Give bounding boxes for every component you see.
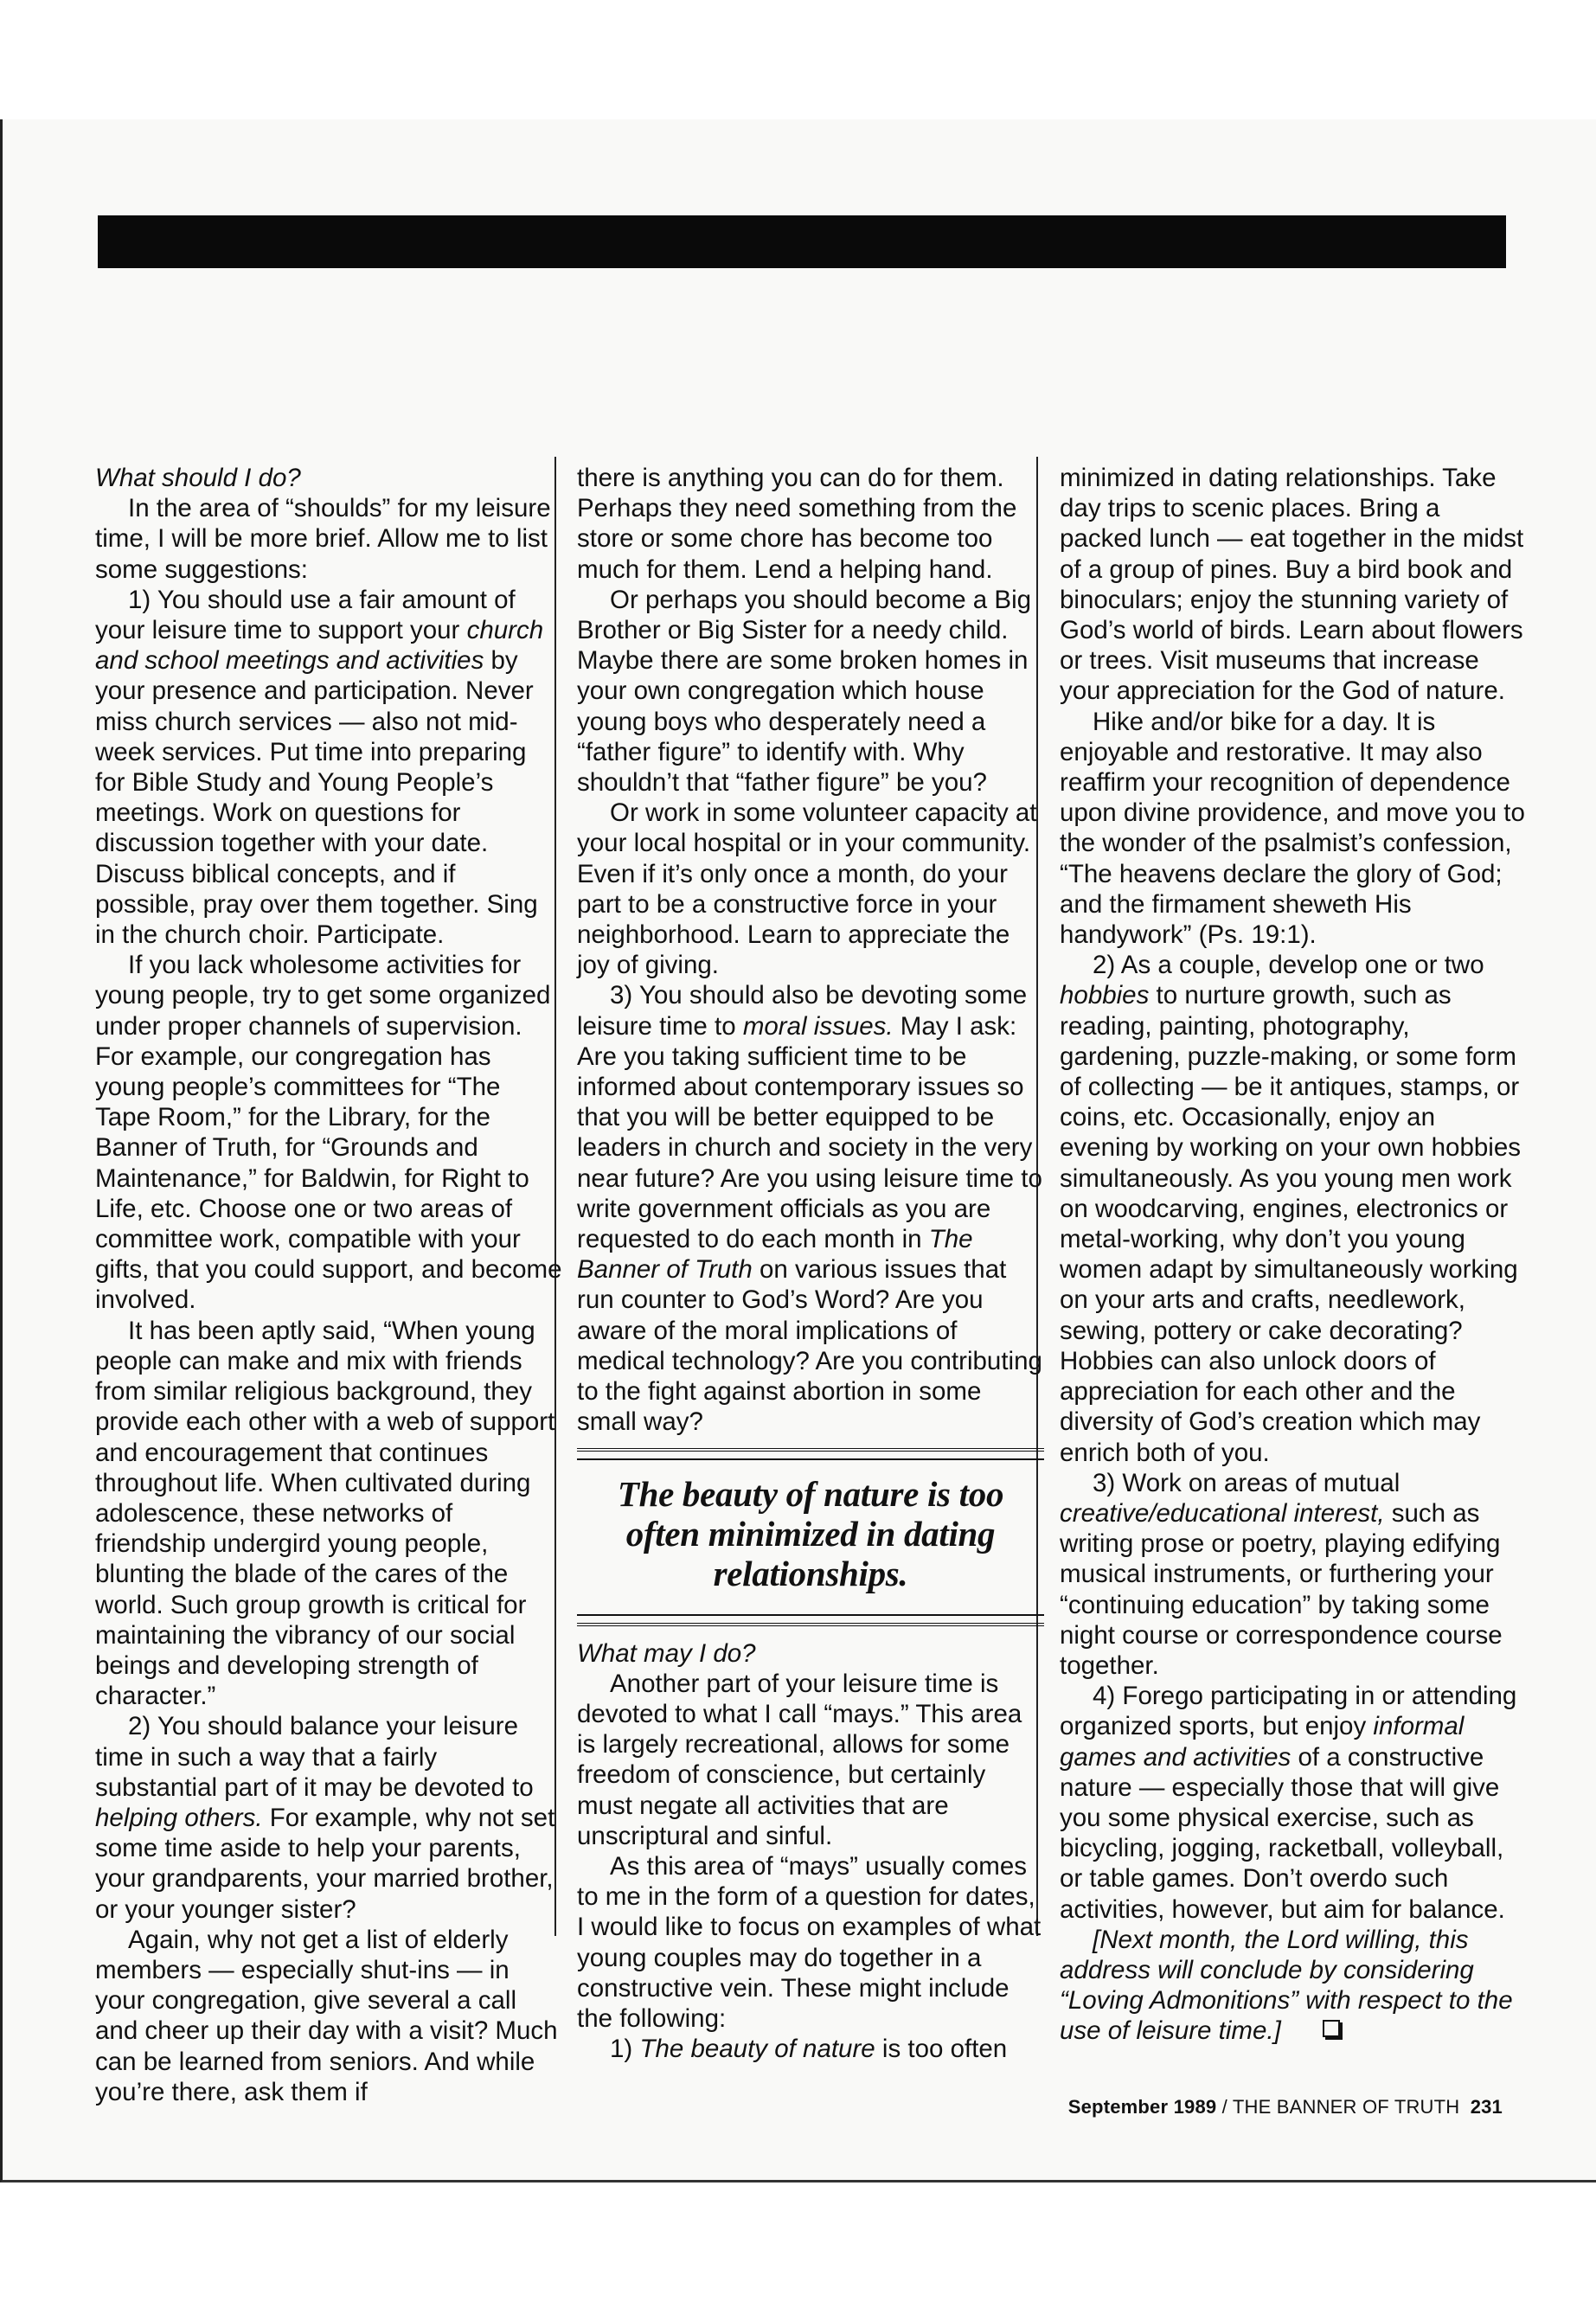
paragraph — [1060, 1681, 1527, 1925]
paragraph-text: 2) You should balance your leisure time in such a way that a fairly substantial part of it may be devoted to — [95, 1712, 534, 1802]
paragraph-text: of a constructive nature — especially those that will give you some physical exercise, such as bicycling, jogging, racketball, volleyball, or table games. Don’t overdo such activities, however, but aim for balance. — [1060, 1742, 1505, 1924]
emphasis: informal games and activities — [1060, 1712, 1465, 1772]
paragraph-text: 2) As a couple, develop one or two — [1093, 951, 1484, 980]
paragraph-text: For example, why not set some time aside to help your parents, your grandparents, your married brother, or your younger sister? — [95, 1803, 555, 1924]
paragraph: Another part of your leisure time is devoted to what I call “mays.” This area is largely recreational, allows for some freedom of conscience, but certainly must negate all activities that are unscriptural and sinful. — [577, 1669, 1022, 1850]
article-column-3 — [1060, 463, 1527, 2047]
paragraph — [577, 2034, 1044, 2064]
paragraph-text: by your presence and participation. Never miss church services — also not mid-week services. Put time into preparing for Bible Study and Young People’s meetings. Work on questions for discussion together with your date. Discuss biblical concepts, and if possible, pray over them together. Sing in the church choir. Participate. — [95, 646, 538, 950]
paragraph — [1060, 950, 1527, 1467]
paragraph-text: 1) You should use a fair amount of your leisure time to support your — [95, 585, 516, 645]
paragraph-text: 4) Forego participating in or attending organized sports, but enjoy — [1060, 1682, 1517, 1741]
paragraph — [95, 585, 562, 950]
paragraph — [95, 1711, 562, 1924]
paragraph-text: May I ask: Are you taking sufficient time to be informed about contemporary issues so that you will be better equipped to be leaders in church and society in the very near future? Are you using leisure time to write government officials as you are requested to do each month in — [577, 1011, 1042, 1254]
emphasis: church and school meetings and activities — [95, 616, 544, 676]
paragraph: In the area of “shoulds” for my leisure time, I will be more brief. Allow me to list some suggestions: — [95, 494, 551, 584]
paragraph-text: is too often — [875, 2035, 1008, 2064]
emphasis: The Banner of Truth — [577, 1225, 973, 1285]
paragraph-text: on various issues that run counter to God’s Word? Are you aware of the moral implications of medical technology? Are you contributing to the fight against abortion in some small way? — [577, 1255, 1042, 1437]
end-mark-icon — [1323, 2020, 1340, 2037]
paragraph: minimized in dating relationships. Take day trips to scenic places. Bring a packed lunch — eat together in the midst of a group of pines. Buy a bird book and binoculars; enjoy the stunning variety of God’s world of birds. Learn about flowers or trees. Visit museums that increase your appreciation for the God of nature. — [1060, 464, 1524, 706]
paragraph: there is anything you can do for them. Perhaps they need something from the store or some chore has become too much for them. Lend a helping hand. — [577, 464, 1017, 584]
paragraph-text: 3) You should also be devoting some leisure time to — [577, 981, 1028, 1041]
emphasis: creative/educational interest, — [1060, 1498, 1385, 1528]
header-band — [98, 215, 1506, 268]
editor-note — [1060, 1925, 1527, 2047]
page-number: 231 — [1470, 2096, 1503, 2118]
paragraph: Or work in some volunteer capacity at your local hospital or in your community. Even if it’s only once a month, do your part to be a constructive force in your neighborhood. Learn to appreciate the joy of giving. — [577, 798, 1037, 980]
article-column-2 — [577, 463, 1044, 2064]
emphasis: The beauty of nature — [639, 2035, 875, 2064]
emphasis: hobbies — [1060, 981, 1150, 1010]
editor-note-text: [Next month, the Lord willing, this address will conclude by considering “Loving Admonitions” with respect to the use of leisure time.] — [1060, 1925, 1513, 2046]
paragraph-text: 3) Work on areas of mutual — [1093, 1468, 1401, 1497]
article-column-1 — [95, 463, 562, 2107]
subhead-may: What may I do? — [577, 1638, 756, 1668]
emphasis: helping others. — [95, 1803, 263, 1832]
paragraph-text: such as writing prose or poetry, playing edifying musical instruments, or furthering your “continuing education” by taking some night course or correspondence course together. — [1060, 1498, 1503, 1680]
emphasis: moral issues. — [742, 1011, 894, 1041]
pull-quote — [577, 1448, 1044, 1626]
paragraph: If you lack wholesome activities for young people, try to get some organized under proper channels of supervision. For example, our congregation has young people’s committees for “The Tape Room,” for the Library, for the Banner of Truth, for “Grounds and Maintenance,” for Baldwin, for Right to Life, etc. Choose one or two areas of committee work, compatible with your gifts, that you could support, and become involved. — [95, 951, 562, 1315]
publication-name: / THE BANNER OF TRUTH — [1216, 2096, 1465, 2118]
paragraph: Or perhaps you should become a Big Brother or Big Sister for a needy child. Maybe there are some broken homes in your own congregation which house young boys who desperately need a “father figure” to identify with. Why shouldn’t that “father figure” be you? — [577, 585, 1032, 798]
paragraph: As this area of “mays” usually comes to me in the form of a question for dates, I would like to focus on examples of what young couples may do together in a constructive vein. These might include the following: — [577, 1851, 1042, 2033]
paragraph: Again, why not get a list of elderly members — especially shut-ins — in your congregation, give several a call and cheer up their day with a visit? Much can be learned from seniors. And while you’re there, ask them if — [95, 1925, 558, 2106]
paragraph — [577, 980, 1044, 1437]
paragraph: It has been aptly said, “When young people can make and mix with friends from similar religious background, they provide each other with a web of support and encouragement that continues throughout life. When cultivated during adolescence, these networks of friendship undergird young people, blunting the blade of the cares of the world. Such group growth is critical for maintaining the vibrancy of our social beings and developing strength of character.” — [95, 1316, 555, 1711]
issue-date: September 1989 — [1067, 2096, 1217, 2118]
paragraph-text: to nurture growth, such as reading, painting, photography, gardening, puzzle-making, or some form of collecting — be it antiques, stamps, or coins, etc. Occasionally, enjoy an evening by working on your own hobbies simultaneously. As you young men work on woodcarving, engines, electronics or metal-working, why don’t you young women adapt by simultaneously working on your arts and crafts, needlework, sewing, pottery or cake decorating? Hobbies can also unlock doors of appreciation for each other and the diversity of God’s creation which may enrich both of you. — [1060, 981, 1521, 1467]
paragraph: Hike and/or bike for a day. It is enjoyable and restorative. It may also reaffirm your recognition of dependence upon divine providence, and move you to the wonder of the psalmist’s confession, “The heavens declare the glory of God; and the firmament sheweth His handywork” (Ps. 19:1). — [1060, 707, 1525, 950]
subhead-should: What should I do? — [95, 464, 301, 492]
pull-quote-text: The beauty of nature is too often minimized in dating relationships. — [617, 1473, 1004, 1593]
paragraph — [1060, 1468, 1527, 1681]
paragraph-text: 1) — [610, 2035, 640, 2064]
page-footer — [1068, 2096, 1503, 2118]
